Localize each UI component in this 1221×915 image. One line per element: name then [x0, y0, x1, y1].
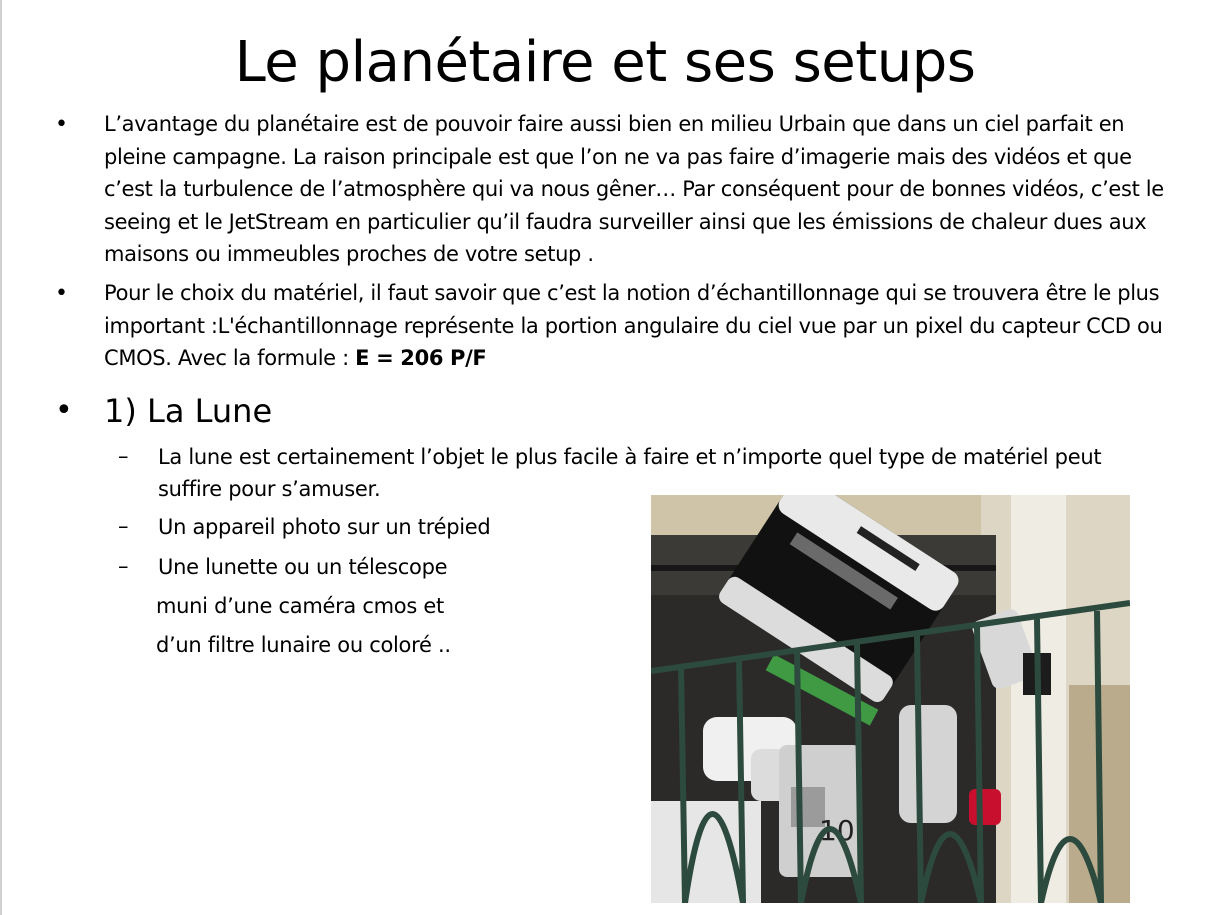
sampling-formula: E = 206 P/F	[355, 346, 487, 370]
svg-text:10: 10	[819, 814, 855, 847]
sub-item-camera-tripod: Un appareil photo sur un trépied	[158, 515, 491, 539]
sub-item-telescope: Une lunette ou un télescope	[158, 555, 448, 579]
bullet-marker: •	[55, 281, 68, 306]
dash-marker: –	[118, 444, 129, 468]
section-heading: 1) La Lune	[104, 392, 273, 430]
bullet-marker: •	[55, 112, 68, 137]
bullet-marker: •	[55, 393, 73, 428]
bullet-urban-advantage: L’avantage du planétaire est de pouvoir faire aussi bien en milieu Urbain que dans un ciel parfait en pleine campagne. La raison principale est que l’on ne va pas faire d’imagerie mais des vidéos et que c’est la turbulence de l’atmosphère qui va nous gêner… Par conséquent pour de bonnes vidéos, c’est le seeing et le JetStream en particulier qu’il faudra surveiller ainsi que les émissions de chaleur dues aux maisons ou immeubles proches de votre setup .	[104, 112, 1164, 266]
sub-item-moon-easy: La lune est certainement l’objet le plus facile à faire et n’importe quel type de matériel peut suffire pour s’amuser.	[158, 445, 1102, 501]
slide-title: Le planétaire et ses setups	[234, 30, 976, 95]
slide-left-border	[0, 0, 2, 915]
sub-item-telescope-line2: muni d’une caméra cmos et	[156, 594, 444, 618]
sampling-text: Pour le choix du matériel, il faut savoir que c’est la notion d’échantillonnage qui se trouvera être le plus important :L'échantillonnage représente la portion angulaire du ciel vue par un pixel du capteur CCD ou CMOS. Avec la formule :	[104, 281, 1163, 370]
telescope-photo	[651, 495, 1130, 903]
dash-marker: –	[118, 554, 129, 578]
bullet-sampling	[104, 277, 1179, 375]
dash-marker: –	[118, 514, 129, 538]
sub-item-telescope-line3: d’un filtre lunaire ou coloré ..	[156, 633, 451, 657]
